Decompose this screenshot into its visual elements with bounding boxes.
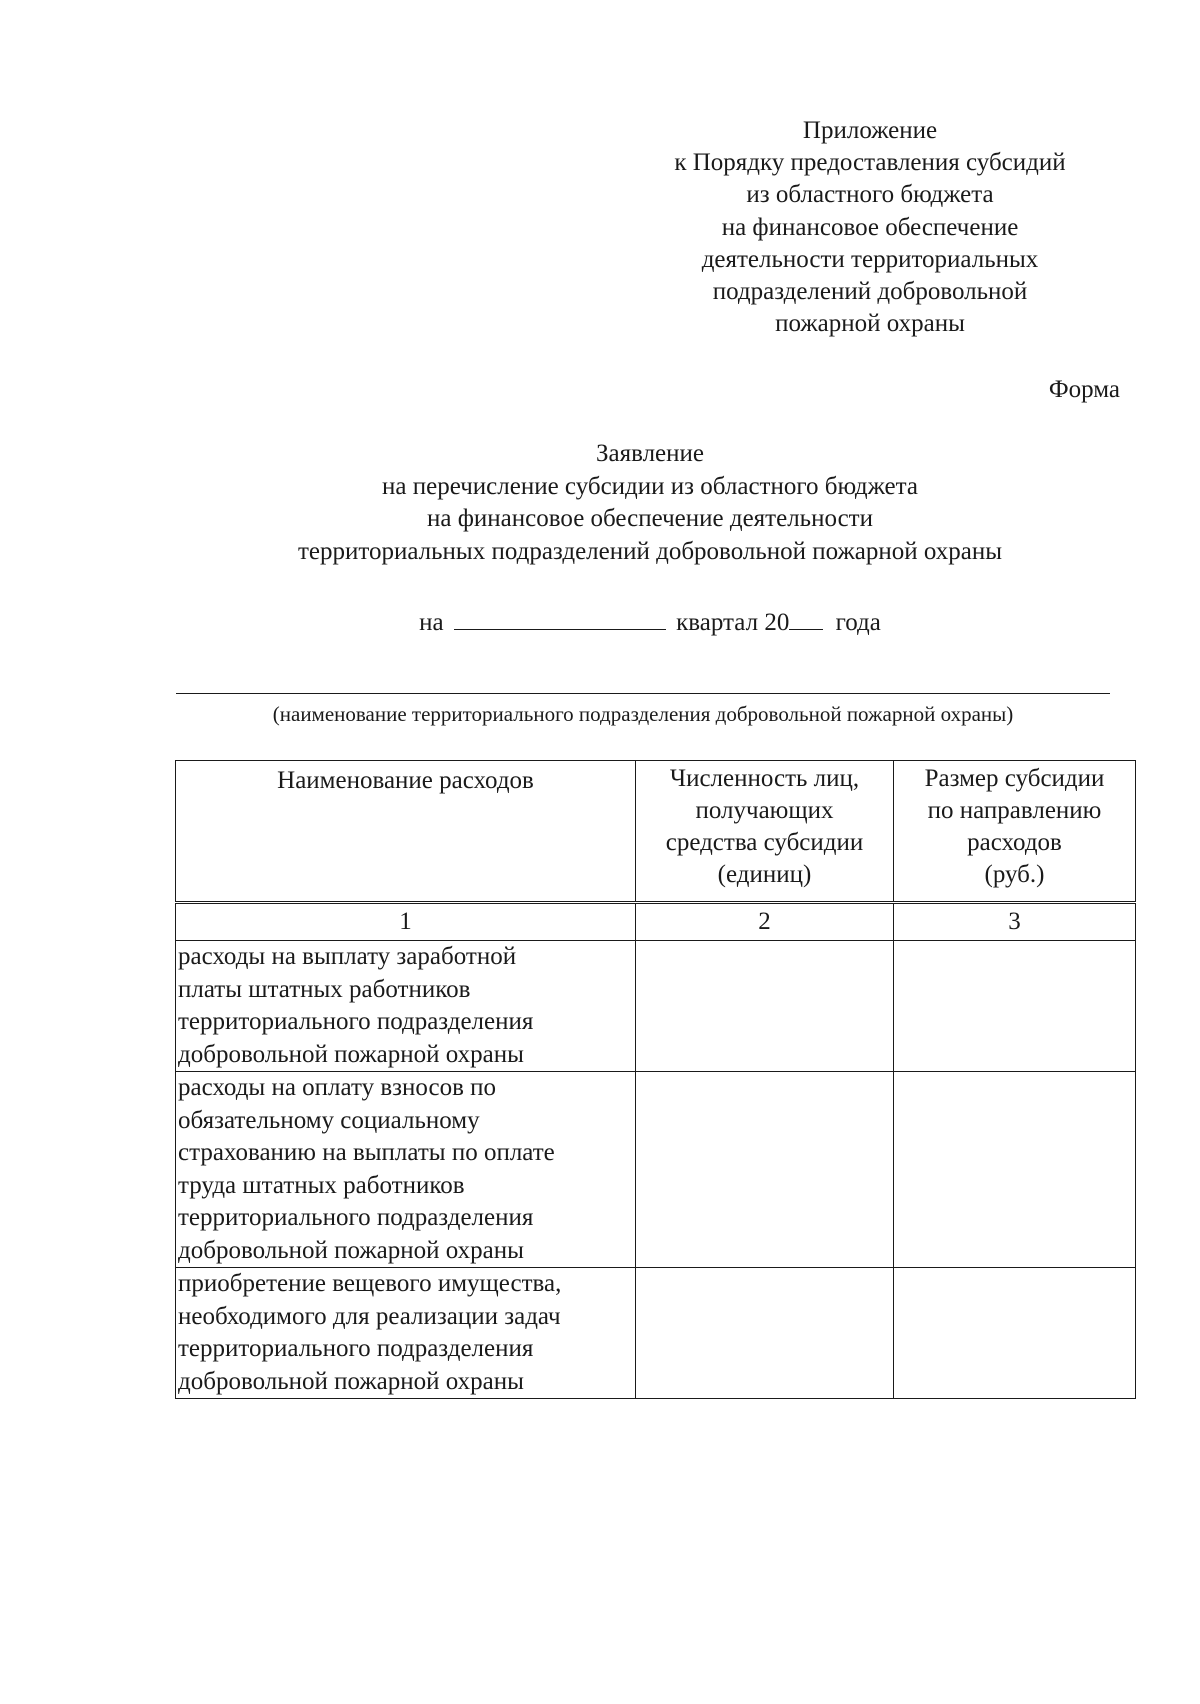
- expense-label-cell: [176, 1268, 636, 1399]
- expenses-table: [175, 760, 1136, 1399]
- header-line: Наименование расходов: [277, 767, 534, 794]
- expense-label-line: необходимого для реализации задач: [178, 1302, 561, 1330]
- column-number-row: [176, 903, 1136, 941]
- appendix-line: на финансовое обеспечение: [721, 213, 1019, 241]
- table-row: [176, 941, 1136, 1072]
- header-line: получающих: [695, 797, 834, 824]
- year-blank-field[interactable]: [789, 605, 823, 630]
- column-number: 1: [176, 903, 636, 941]
- table-header-row: [176, 761, 1136, 903]
- header-line: (единиц): [717, 861, 812, 888]
- expense-label-line: добровольной пожарной охраны: [178, 1040, 524, 1068]
- expense-label-cell: [176, 941, 636, 1072]
- expense-label-line: территориального подразделения: [178, 1335, 534, 1362]
- header-line: по направлению: [927, 797, 1102, 824]
- organization-caption: (наименование территориального подразделения добровольной пожарной охраны): [272, 702, 1014, 726]
- expense-label-line: обязательному социальному: [178, 1106, 480, 1134]
- document-title: [0, 438, 1200, 568]
- title-line: на перечисление субсидии из областного бюджета: [382, 472, 918, 500]
- header-line: Размер субсидии: [924, 765, 1105, 792]
- header-count: [636, 761, 894, 903]
- header-line: средства субсидии: [665, 829, 864, 856]
- form-label: Форма: [1048, 376, 1120, 403]
- column-number: 3: [894, 903, 1136, 941]
- appendix-line: подразделений добровольной: [712, 278, 1028, 306]
- column-number: 2: [636, 903, 894, 941]
- appendix-line: к Порядку предоставления субсидий: [674, 149, 1066, 177]
- title-line: на финансовое обеспечение деятельности: [427, 505, 873, 532]
- expense-label-line: добровольной пожарной охраны: [178, 1367, 524, 1395]
- appendix-line: деятельности территориальных: [701, 245, 1039, 273]
- expense-label-line: расходы на оплату взносов по: [178, 1074, 497, 1101]
- quarter-blank-field[interactable]: [454, 605, 666, 630]
- expense-label-line: страхованию на выплаты по оплате: [178, 1139, 555, 1166]
- expense-label-line: расходы на выплату заработной: [178, 943, 517, 970]
- header-amount: [894, 761, 1136, 903]
- expense-label-line: труда штатных работников: [178, 1171, 465, 1199]
- title-line: территориальных подразделений добровольной пожарной охраны: [297, 537, 1003, 565]
- table-row: [176, 1268, 1136, 1399]
- appendix-line: из областного бюджета: [746, 181, 994, 209]
- appendix-header: [620, 115, 1120, 340]
- organization-name-blank-field[interactable]: [176, 693, 1110, 694]
- count-cell[interactable]: [636, 1072, 894, 1268]
- period-suffix: года: [835, 609, 881, 636]
- header-line: (руб.): [984, 861, 1045, 888]
- period-prefix: на: [419, 609, 444, 636]
- amount-cell[interactable]: [894, 1268, 1136, 1399]
- header-line: расходов: [967, 829, 1062, 856]
- expense-label-line: территориального подразделения: [178, 1008, 534, 1035]
- amount-cell[interactable]: [894, 1072, 1136, 1268]
- count-cell[interactable]: [636, 1268, 894, 1399]
- expense-label-cell: [176, 1072, 636, 1268]
- appendix-line: пожарной охраны: [775, 310, 965, 338]
- appendix-line: Приложение: [802, 117, 938, 144]
- header-line: Численность лиц,: [669, 765, 860, 792]
- period-line: [0, 605, 1200, 639]
- count-cell[interactable]: [636, 941, 894, 1072]
- amount-cell[interactable]: [894, 941, 1136, 1072]
- table-row: [176, 1072, 1136, 1268]
- expense-label-line: добровольной пожарной охраны: [178, 1236, 524, 1264]
- expense-label-line: территориального подразделения: [178, 1204, 534, 1231]
- expense-label-line: приобретение вещевого имущества,: [178, 1270, 562, 1297]
- period-middle: квартал 20: [676, 609, 790, 636]
- header-expense-name: [176, 761, 636, 903]
- title-line: Заявление: [595, 440, 705, 467]
- expense-label-line: платы штатных работников: [178, 975, 471, 1003]
